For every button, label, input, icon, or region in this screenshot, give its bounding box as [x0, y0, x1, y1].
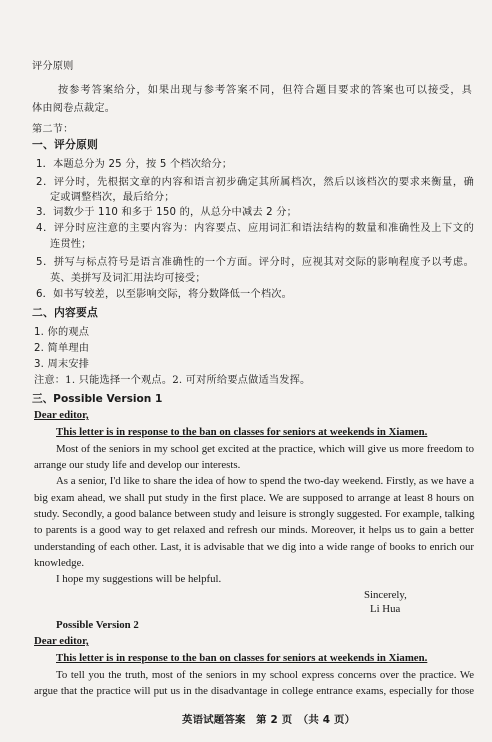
- topic-line-2: This letter is in response to the ban on classes for seniors at weekends in Xiamen.: [56, 652, 428, 664]
- rule-5-line-2: 英、美拼写及词汇用法均可接受；: [50, 273, 206, 284]
- rule-5-line-1: 5．拼写与标点符号是语言准确性的一个方面。评分时，应视其对交际的影响程度予以考虑。: [36, 257, 474, 268]
- version-2-heading: Possible Version 2: [56, 619, 139, 631]
- signature: Li Hua: [370, 603, 401, 615]
- rule-6: 6．如书写较差，以至影响交际，将分数降低一个档次。: [36, 289, 292, 300]
- rule-2-line-1: 2．评分时，先根据文章的内容和语言初步确定其所属档次，然后以该档次的要求来衡量，确: [36, 177, 474, 188]
- v2-para1-line1: To tell you the truth, most of the seniors in my school express concerns over the practice. We: [56, 669, 474, 681]
- point-1: 1. 你的观点: [34, 327, 90, 338]
- version-1-heading: 三、Possible Version 1: [32, 393, 163, 405]
- v2-para1-line2: argue that the practice will put us in the disadvantage in college entrance exams, especially for those: [34, 685, 474, 697]
- v1-para1-line1: Most of the seniors in my school get excited at the practice, which will give us more freedom to: [56, 443, 474, 455]
- point-3: 3. 周末安排: [34, 359, 90, 370]
- v1-para2-line5: understanding of each other. Last, it is advisable that we dig into a wide range of books to enrich our: [34, 541, 474, 553]
- page-footer: 英语试题答案 第 2 页 （共 4 页）: [182, 714, 356, 726]
- rule-3: 3．词数少于 110 和多于 150 的，从总分中减去 2 分；: [36, 207, 298, 218]
- rule-1: 1．本题总分为 25 分，按 5 个档次给分；: [36, 159, 233, 170]
- rule-4-line-1: 4．评分时应注意的主要内容为：内容要点、应用词汇和语法结构的数量和准确性及上下文的: [36, 223, 474, 234]
- section-two-heading: 第二节：: [32, 124, 74, 135]
- v1-para2-line6: knowledge.: [34, 557, 85, 569]
- salutation-1: Dear editor,: [34, 409, 89, 421]
- v1-para2-line3: study. Secondly, a good balance between study and leisure is strongly suggested. For example, talking: [34, 508, 475, 520]
- criteria-text-line-2: 体由阅卷点裁定。: [32, 103, 116, 114]
- v1-para2-line4: to parents is a good way to get relaxed and refresh our minds. Moreover, it helps us to gain a better: [34, 524, 474, 536]
- criteria-text-line-1: 按参考答案给分，如果出现与参考答案不同，但符合题目要求的答案也可以接受，具: [58, 85, 472, 96]
- rule-2-line-2: 定或调整档次，最后给分；: [50, 192, 175, 203]
- scoring-principles-heading: 一、评分原则: [32, 138, 98, 151]
- point-2: 2. 简单理由: [34, 343, 90, 354]
- criteria-title: 评分原则: [32, 61, 74, 72]
- v1-para2-line2: big exam ahead, we shall put study in the first place. We are supposed to arrange at least 8 hours on: [34, 492, 474, 504]
- note: 注意：1. 只能选择一个观点。2. 可对所给要点做适当发挥。: [34, 375, 311, 386]
- salutation-2: Dear editor,: [34, 635, 89, 647]
- topic-line-1: This letter is in response to the ban on classes for seniors at weekends in Xiamen.: [56, 426, 428, 438]
- content-points-heading: 二、内容要点: [32, 306, 98, 319]
- closing: Sincerely,: [364, 589, 407, 601]
- v1-para2-line1: As a senior, I'd like to share the idea of how to spend the two-day weekend. Firstly, as we have a: [56, 475, 474, 487]
- rule-4-line-2: 连贯性；: [50, 239, 92, 250]
- v1-para1-line2: arrange our study life and develop our interests.: [34, 459, 241, 471]
- v1-para3: I hope my suggestions will be helpful.: [56, 573, 222, 585]
